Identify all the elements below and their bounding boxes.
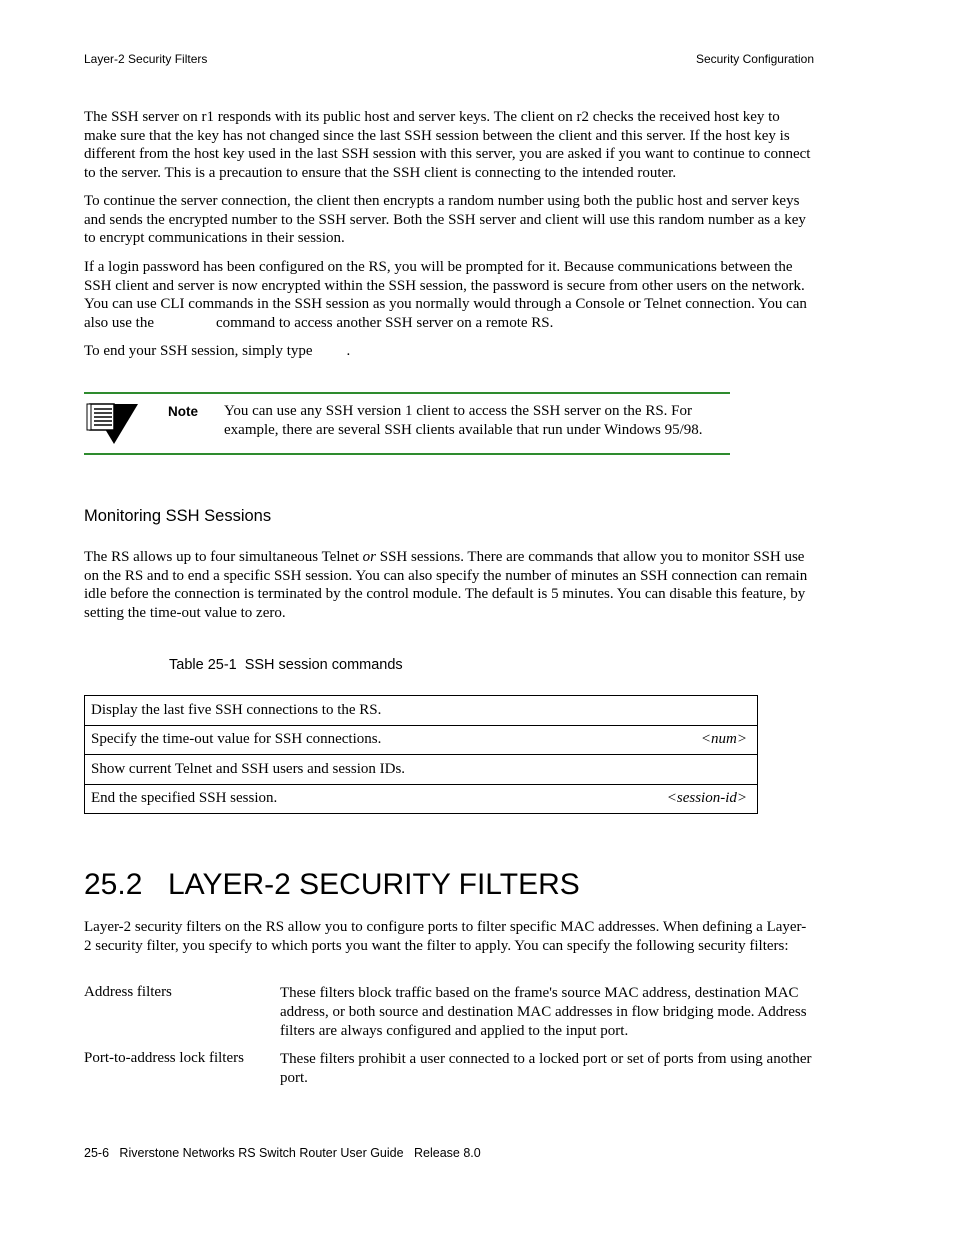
paragraph-encrypt: To continue the server connection, the client then encrypts a random number using both the public host and server keys and sends the encrypted number to the SSH server. Both the SSH server and client will use this random number as a key to encrypt communications in their session.: [84, 193, 806, 247]
table-row: [85, 696, 758, 726]
paragraph-section-intro: Layer-2 security filters on the RS allow you to configure ports to filter specific MAC addresses. When defining a Layer-2 security filter, you specify to which ports you want the filter to apply. You can specify the following security filters:: [84, 919, 807, 954]
table-cell-description: End the specified SSH session.: [85, 784, 606, 814]
table-cell-description: Show current Telnet and SSH users and session IDs.: [85, 755, 606, 785]
definition-description: These filters prohibit a user connected to a locked port or set of ports from using another port.: [280, 1051, 812, 1086]
definition-term: Address filters: [84, 984, 172, 1000]
table-caption-title: SSH session commands: [244, 657, 403, 673]
monitoring-part2: SSH sessions. There are commands that allow you to monitor SSH use on the RS and to end a specific SSH session. You can also specify the number of minutes an SSH connection can remain idle before the connection is terminated by the control module. The default is 5 minutes. You can disable this feature, by setting the time-out value to zero.: [84, 549, 808, 622]
ssh-commands-table: [84, 695, 758, 814]
table-cell-argument: <num>: [605, 725, 757, 755]
table-cell-description: Specify the time-out value for SSH connections.: [85, 725, 606, 755]
table-cell-argument: [605, 755, 757, 785]
table-row: [85, 784, 758, 814]
paragraph-end-session: [84, 342, 812, 361]
table-cell-description: Display the last five SSH connections to the RS.: [85, 696, 606, 726]
definition-description: These filters block traffic based on the frame's source MAC address, destination MAC address, or both source and destination MAC addresses in flow bridging mode. Address filters are always configured and applied to the input port.: [280, 985, 807, 1039]
table-cell-argument: [605, 696, 757, 726]
paragraph-login: [84, 258, 812, 333]
subsection-heading: Monitoring SSH Sessions: [84, 507, 272, 525]
paragraph-end-part2: .: [346, 343, 351, 359]
paragraph-login-part2: command to access another SSH server on a remote RS.: [215, 315, 554, 332]
table-caption-number: Table 25-1: [169, 657, 237, 673]
table-cell-argument: <session-id>: [605, 784, 757, 814]
note-label: Note: [168, 404, 198, 419]
paragraph-host-key: The SSH server on r1 responds with its public host and server keys. The client on r2 checks the received host key to make sure that the key has not changed since the last SSH session between the client and this server. If the host key is different from the host key used in the last SSH session with this server, you are asked if you want to continue to connect to the server. This is a precaution to ensure that the SSH client is connecting to the intended router.: [84, 109, 811, 182]
paragraph-monitoring: [84, 548, 812, 623]
section-title: LAYER-2 SECURITY FILTERS: [168, 868, 580, 901]
paragraph-end-part1: To end your SSH session, simply type: [84, 343, 313, 359]
section-heading: [84, 868, 580, 902]
note-pad-icon: [86, 402, 142, 446]
table-caption: [169, 657, 403, 673]
running-header-left: Layer-2 Security Filters: [84, 52, 208, 66]
page-footer: 25-6 Riverstone Networks RS Switch Router User Guide Release 8.0: [84, 1146, 481, 1160]
definition-term: Port-to-address lock filters: [84, 1050, 244, 1066]
note-top-rule: [84, 392, 730, 394]
note-bottom-rule: [84, 453, 730, 455]
running-header-right: Security Configuration: [695, 52, 814, 66]
paragraph-login-part1: If a login password has been configured on the RS, you will be prompted for it. Because communications between the SSH client and server is now encrypted within the SSH session, the password is secure from other users on the network. You can use CLI commands in the SSH session as you normally would through a Console or Telnet connection. You can also use the: [84, 259, 807, 332]
section-number: 25.2: [84, 868, 143, 901]
monitoring-part1: The RS allows up to four simultaneous Telnet: [84, 549, 359, 565]
table-row: [85, 725, 758, 755]
note-text: You can use any SSH version 1 client to access the SSH server on the RS. For example, there are several SSH clients available that run under Windows 95/98.: [224, 403, 703, 438]
table-row: [85, 755, 758, 785]
monitoring-emphasis: or: [362, 549, 376, 565]
